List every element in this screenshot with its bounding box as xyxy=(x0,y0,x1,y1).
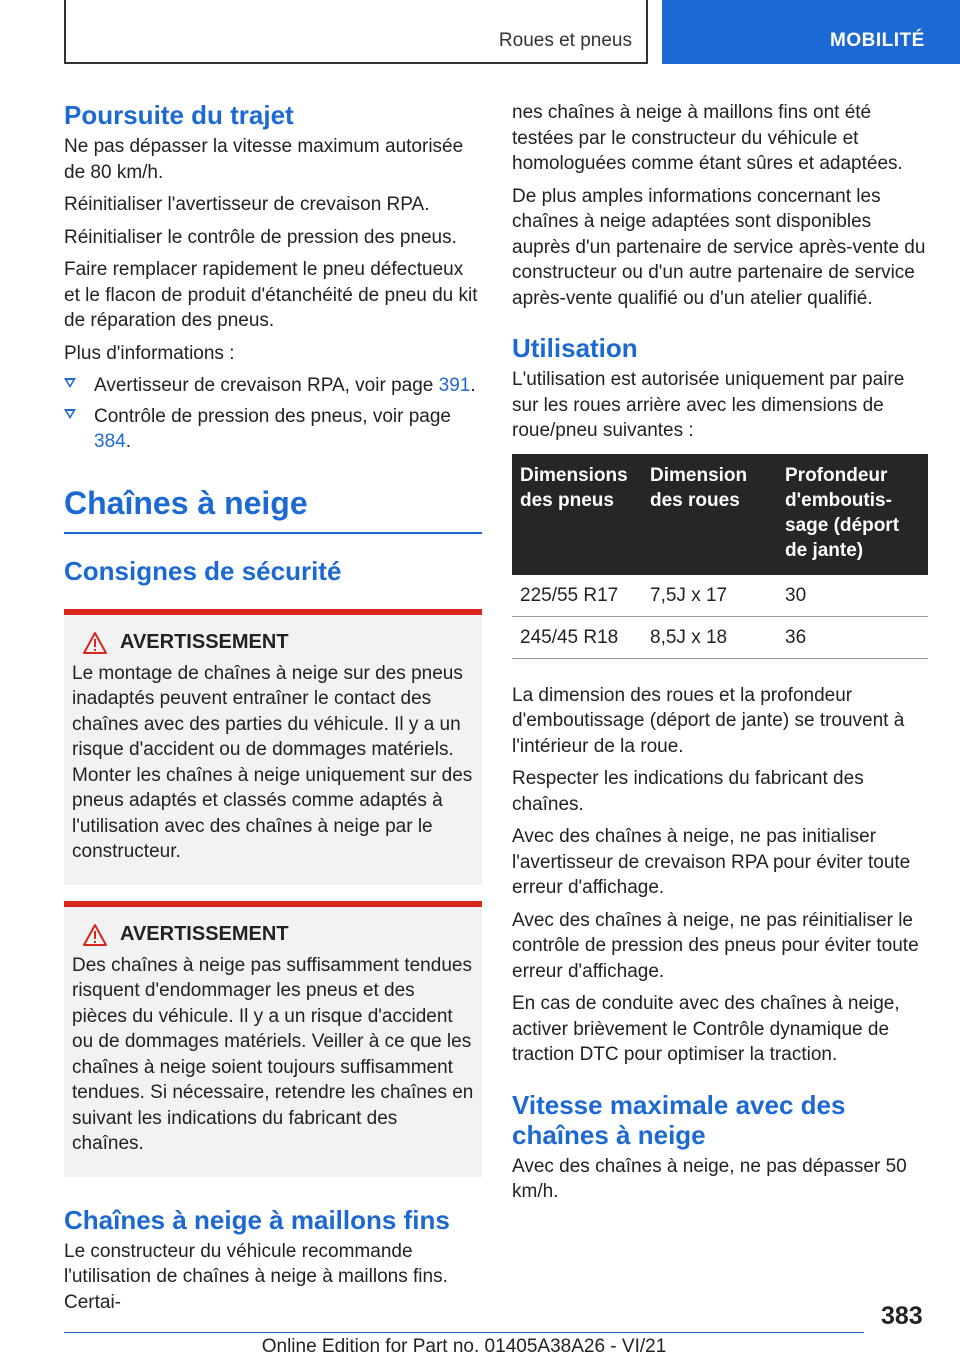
header-section-box xyxy=(64,0,648,64)
table-cell: 225/55 R17 xyxy=(512,575,642,617)
bullet-triangle-icon xyxy=(64,409,76,419)
page-link[interactable]: 384 xyxy=(94,431,126,452)
warning-triangle-icon xyxy=(82,631,108,655)
paragraph: Réinitialiser le contrôle de pression des pneus. xyxy=(64,226,457,248)
paragraph: Avec des chaînes à neige, ne pas réinitialiser le contrôle de pression des pneus pour éviter toute erreur d'affichage. xyxy=(512,909,919,982)
list-item: Contrôle de pression des pneus, voir page 384. xyxy=(64,404,482,455)
safety-title: Consignes de sécurité xyxy=(64,555,342,586)
chains-title: Chaînes à neige xyxy=(64,484,308,521)
paragraph: Avec des chaînes à neige, ne pas initialiser l'avertisseur de crevaison RPA pour éviter toute erreur d'affichage. xyxy=(512,826,911,898)
paragraph: L'utilisation est autorisée uniquement par paire sur les roues arrière avec les dimensions de roue/pneu suivantes : xyxy=(512,369,905,441)
table-cell: 7,5J x 17 xyxy=(642,575,777,617)
paragraph: Réinitialiser l'avertisseur de crevaison RPA. xyxy=(64,194,430,215)
warning-box xyxy=(64,609,482,885)
right-column xyxy=(512,100,928,1212)
paragraph: La dimension des roues et la profondeur d'emboutissage (déport de jante) se trouvent à l'intérieur de la roue. xyxy=(512,684,905,757)
page-link[interactable]: 391 xyxy=(438,375,471,396)
warning-header xyxy=(72,631,474,655)
tire-dimensions-table xyxy=(512,454,928,659)
footer-divider xyxy=(64,1332,864,1333)
warning-text: Des chaînes à neige pas suffisamment tendues risquent d'endommager les pneus et des pièces du véhicule. Il y a un risque d'accident ou de dommages matériels. Veiller à ce que les chaînes à neige soient toujours suffisamment tendues. Si nécessaire, retendre les chaînes en suivant les indications du fabricant des chaînes. xyxy=(72,954,474,1154)
continue-title: Poursuite du trajet xyxy=(64,100,294,130)
warning-header xyxy=(72,923,474,947)
chapter-tab xyxy=(662,0,960,64)
paragraph: Ne pas dépasser la vitesse maximum autorisée de 80 km/h. xyxy=(64,136,464,183)
paragraph: Plus d'informations : xyxy=(64,342,235,364)
paragraph: Respecter les indications du fabricant des chaînes. xyxy=(512,768,864,815)
paragraph: En cas de conduite avec des chaînes à neige, activer brièvement le Contrôle dynamique de traction DTC pour optimiser la traction. xyxy=(512,993,900,1065)
fine-chains-title: Chaînes à neige à maillons fins xyxy=(64,1204,450,1235)
warning-triangle-icon xyxy=(82,923,108,947)
section-title: Roues et pneus xyxy=(498,30,632,51)
table-header-row xyxy=(512,454,928,575)
table-cell: 36 xyxy=(777,616,928,658)
table-cell: 30 xyxy=(777,575,928,617)
paragraph: Avec des chaînes à neige, ne pas dépasser 50 km/h. xyxy=(512,1155,907,1202)
warning-box xyxy=(64,901,482,1177)
paragraph: De plus amples informations concernant les chaînes à neige adaptées sont disponibles auprès d'un partenaire de service après-vente du constructeur ou d'un autre partenaire de service après-vente qualifié ou d'un atelier qualifié. xyxy=(512,185,926,309)
list-item: Avertisseur de crevaison RPA, voir page 391. xyxy=(64,373,482,399)
warning-label: AVERTISSEMENT xyxy=(120,631,289,653)
left-column xyxy=(64,100,482,1322)
table-header-cell: Dimensions des pneus xyxy=(512,454,642,575)
table-header-cell: Profondeur d'emboutis-sage (déport de jante) xyxy=(777,454,928,575)
paragraph: Le constructeur du véhicule recommande l'utilisation de chaînes à neige à maillons fins. Certai- xyxy=(64,1240,448,1313)
paragraph: nes chaînes à neige à maillons fins ont été testées par le constructeur du véhicule et homologuées comme étant sûres et adaptées. xyxy=(512,102,903,174)
paragraph: Faire remplacer rapidement le pneu défectueux et le flacon de produit d'étanchéité de pneu du kit de réparation des pneus. xyxy=(64,259,478,331)
page-number: 383 xyxy=(881,1302,923,1330)
edition-footer: Online Edition for Part no. 01405A38A26 - VI/21 xyxy=(261,1336,667,1357)
max-speed-title: Vitesse maximale avec des chaînes à neige xyxy=(512,1089,846,1150)
table-header-cell: Dimension des roues xyxy=(642,454,777,575)
table-row xyxy=(512,575,928,617)
chapter-heading xyxy=(64,485,482,534)
table-cell: 245/45 R18 xyxy=(512,616,642,658)
warning-label: AVERTISSEMENT xyxy=(120,923,289,945)
usage-title: Utilisation xyxy=(512,333,638,363)
table-row xyxy=(512,616,928,658)
table-cell: 8,5J x 18 xyxy=(642,616,777,658)
bullet-triangle-icon xyxy=(64,378,76,388)
warning-text: Le montage de chaînes à neige sur des pneus inadaptés peuvent entraîner le contact des chaînes avec des parties du véhicule. Il y a un risque d'accident ou de dommages matériels. Monter les chaînes à neige uniquement sur des pneus adaptés et classés comme adaptés à l'utilisation avec des chaînes à neige par le constructeur. xyxy=(72,662,473,862)
chapter-tab-label: MOBILITÉ xyxy=(830,30,925,51)
